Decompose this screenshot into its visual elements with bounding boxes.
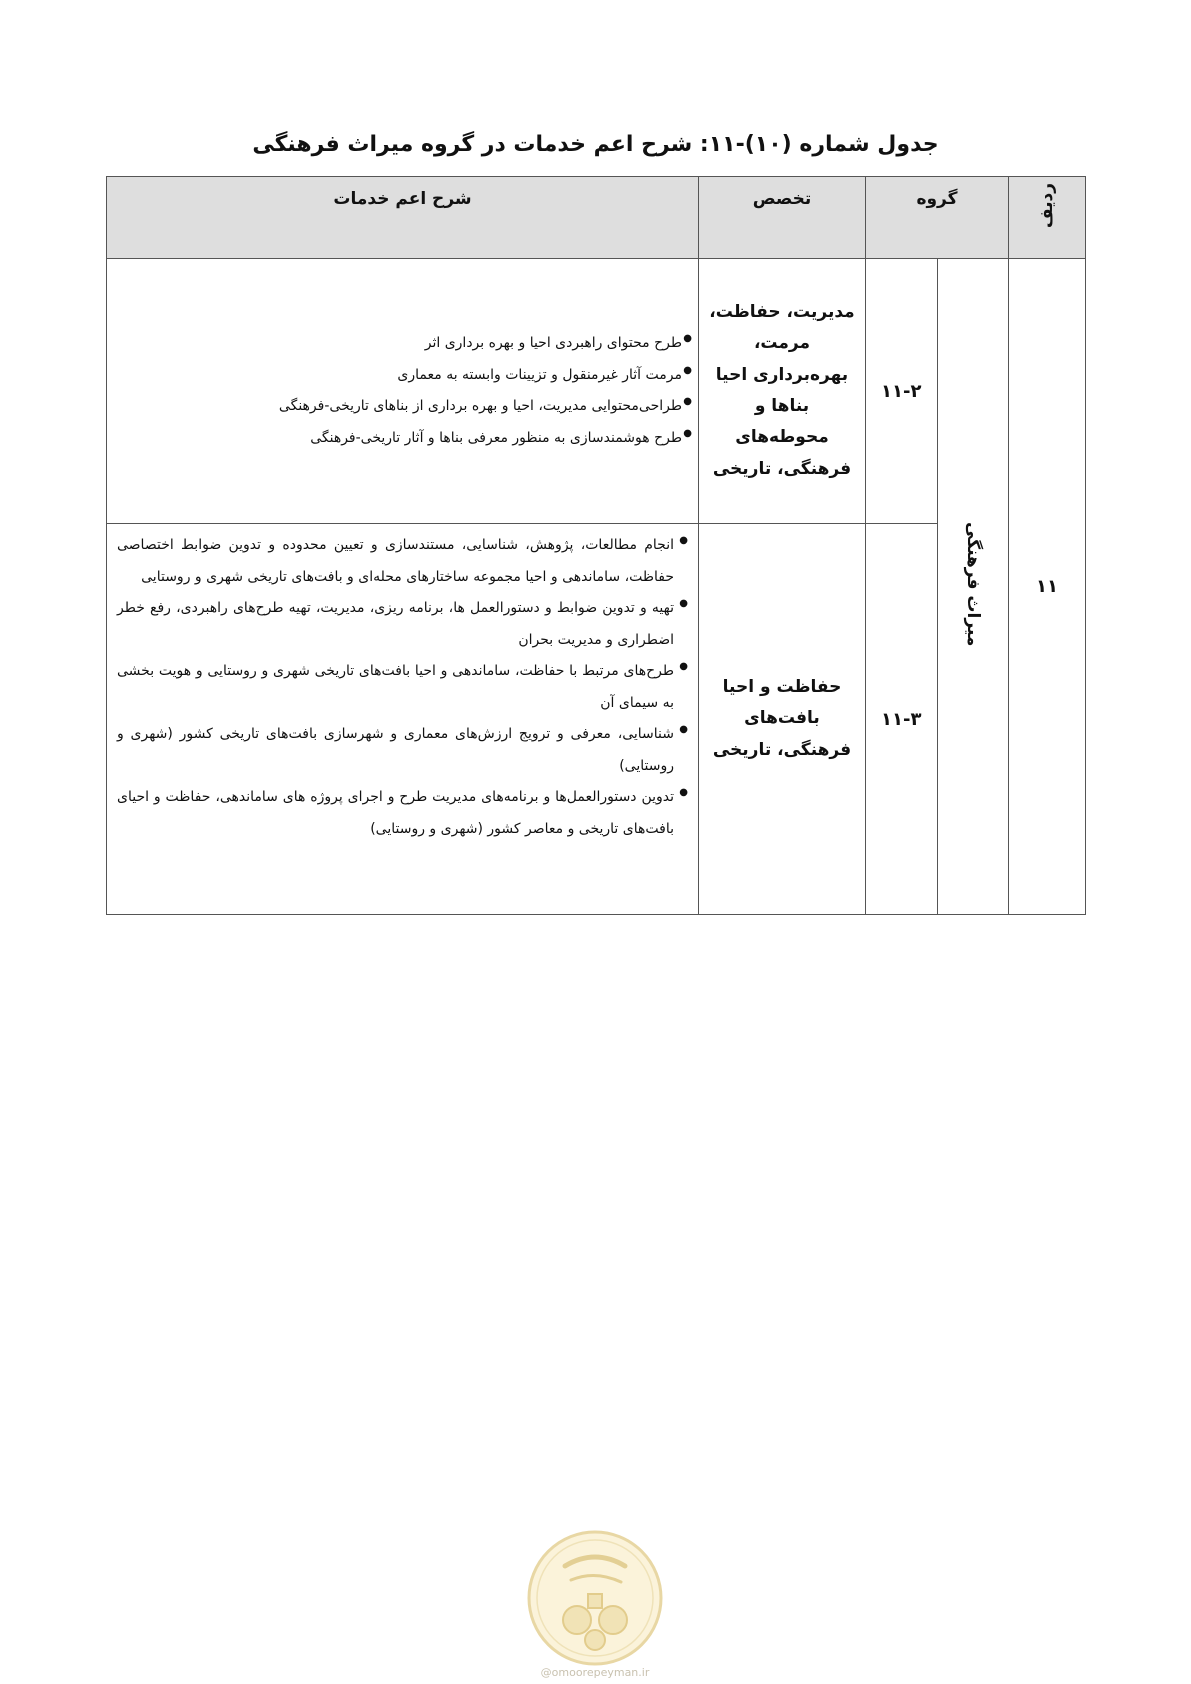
service-list [117, 328, 688, 454]
row-specialty: حفاظت و احیا بافت‌های فرهنگی، تاریخی [699, 524, 866, 915]
header-specialty: تخصص [699, 177, 866, 259]
row-code: ۱۱-۳ [866, 524, 938, 915]
list-item: ● طرح محتوای راهبردی احیا و بهره برداری اثر [117, 328, 682, 360]
row-description [107, 259, 699, 524]
list-item: ● طراحی‌محتوایی مدیریت، احیا و بهره برداری از بناهای تاریخی-فرهنگی [117, 391, 682, 423]
list-item: ● طرح هوشمندسازی به منظور معرفی بناها و آثار تاریخی-فرهنگی [117, 423, 682, 455]
table-header-row [107, 177, 1086, 259]
radif-value: ۱۱ [1009, 259, 1086, 915]
watermark-url: @omoorepeyman.ir [540, 1666, 650, 1679]
list-item: ● مرمت آثار غیرمنقول و تزیینات وابسته به معماری [117, 360, 682, 392]
page-title: جدول شماره (۱۰)-۱۱: شرح اعم خدمات در گروه میراث فرهنگی [252, 132, 939, 157]
watermark-logo [525, 1528, 665, 1668]
table-row [107, 259, 1086, 524]
service-list [117, 530, 688, 845]
group-name: میراث فرهنگی [937, 259, 1009, 915]
services-table [106, 176, 1086, 915]
list-item: ● طرح‌های مرتبط با حفاظت، ساماندهی و احیا بافت‌های تاریخی شهری و روستایی و هویت بخشی به سیمای آن [117, 656, 674, 719]
list-item: ● انجام مطالعات، پژوهش، شناسایی، مستندسازی و تعیین محدوده و تدوین ضوابط اختصاصی حفاظت، ساماندهی و احیا مجموعه ساختارهای محله‌ای و بافت‌های تاریخی شهری و روستایی [117, 530, 674, 593]
list-item: ● تدوین دستورالعمل‌ها و برنامه‌های مدیریت طرح و اجرای پروژه های ساماندهی، حفاظت و احیای بافت‌های تاریخی و معاصر کشور (شهری و روستایی) [117, 782, 674, 845]
header-radif: ردیف [1009, 177, 1086, 259]
header-group: گروه [866, 177, 1009, 259]
row-specialty: مدیریت، حفاظت، مرمت، بهره‌برداری احیا بناها و محوطه‌های فرهنگی، تاریخی [699, 259, 866, 524]
row-code: ۱۱-۲ [866, 259, 938, 524]
list-item: ● شناسایی، معرفی و ترویج ارزش‌های معماری و شهرسازی بافت‌های تاریخی کشور (شهری و روستایی) [117, 719, 674, 782]
header-description: شرح اعم خدمات [107, 177, 699, 259]
logo-seal-icon [525, 1528, 665, 1668]
row-description [107, 524, 699, 915]
list-item: ● تهیه و تدوین ضوابط و دستورالعمل ها، برنامه ریزی، مدیریت، تهیه طرح‌های راهبردی، رفع خطر اضطراری و مدیریت بحران [117, 593, 674, 656]
